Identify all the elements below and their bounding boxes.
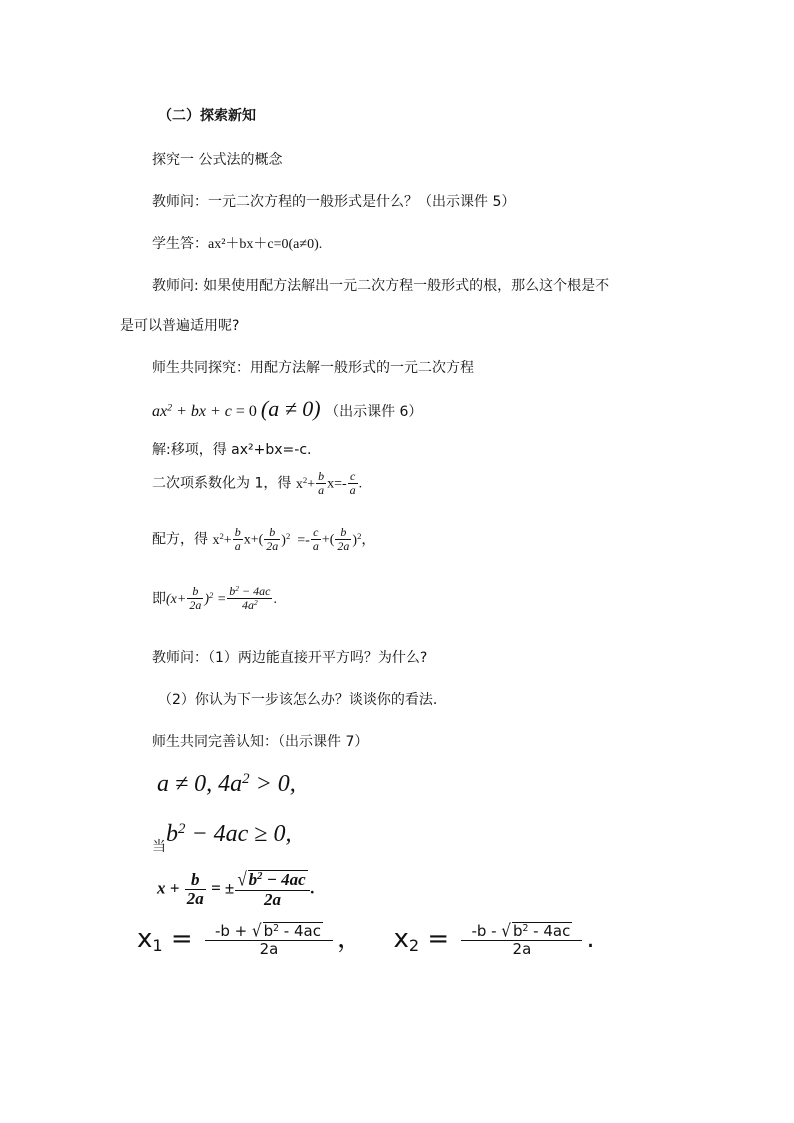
solve-step-3: 配方，得 $x^2+$ $\frac{b}{a}$ x+( $\frac{b}{2a}$ )$^2$ =- $\frac{c}{a}$ +( $\frac{b}{2a}$ )$^2$，: [152, 525, 376, 554]
teacher-question-2-line2: 是可以普遍适用呢?: [120, 318, 240, 334]
teacher-question-2-line1: 教师问: 如果使用配方法解出一元二次方程一般形式的根，那么这个根是不: [152, 278, 610, 294]
root-expression: x + $\frac{b}{2a}$ = ± $\frac{√ b^2 - 4ac}{2a}$ .: [157, 868, 315, 909]
teacher-question-3-part2: （2）你认为下一步该怎么办？谈谈你的看法.: [158, 692, 438, 708]
together-refine: 师生共同完善认知：（出示课件 7）: [152, 734, 369, 750]
quadratic-roots: [137, 922, 595, 957]
student-answer-label: 学生答：: [152, 236, 208, 252]
general-form-equation: $ax^2$ + bx + c = 0 (a ≠ 0) （出示课件 6）: [152, 396, 423, 421]
step-3-label: 配方，得: [152, 531, 208, 548]
step-2-label: 二次项系数化为 1，得: [152, 475, 292, 492]
teacher-question-1: 教师问：一元二次方程的一般形式是什么？（出示课件 5）: [152, 194, 516, 210]
solve-step-1: 解:移项，得 ax²+bx=-c.: [152, 442, 312, 458]
solve-step-2: 二次项系数化为 1，得 $x^2+$ $\frac{b}{a}$ x=- $\frac{c}{a}$ .: [152, 469, 363, 498]
student-answer: [152, 236, 322, 254]
condition-discriminant: 当$b^2 - 4ac \ge 0$,: [152, 820, 292, 855]
step-4-label: 即: [152, 590, 166, 607]
when-label: 当: [152, 839, 166, 855]
solve-step-4: 即(x+ $\frac{b}{2a}$ )$^2$ = $\frac{b^2 - 4ac}{4a^2}$ .: [152, 584, 277, 613]
courseware-6-note: （出示课件 6）: [325, 404, 423, 420]
teacher-question-3: 教师问：（1）两边能直接开平方吗？为什么?: [152, 650, 428, 666]
root-x2: $x_2$ = $\frac{-b - √ b^2 - 4ac}{2a}$ .: [393, 920, 595, 958]
together-explore: 师生共同探究：用配方法解一般形式的一元二次方程: [152, 360, 474, 376]
condition-a-nonzero: a ≠ 0, $4a^2 > 0$,: [157, 770, 296, 797]
section-heading: （二）探索新知: [158, 108, 256, 124]
student-answer-formula: ax²＋bx＋c=0(a≠0).: [208, 237, 323, 252]
root-x1: $x_1$ = $\frac{-b + √ b^2 - 4ac}{2a}$ ，: [137, 920, 363, 958]
explore-title: 探究一 公式法的概念: [152, 152, 283, 168]
